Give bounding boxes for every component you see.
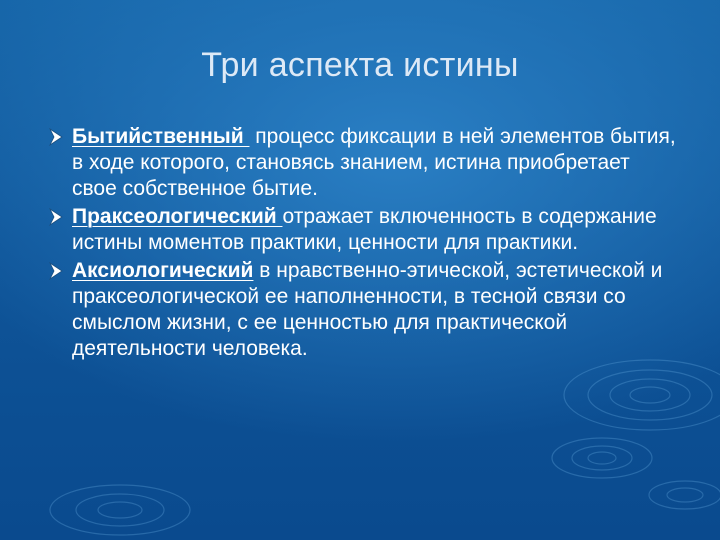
- arrowhead-bullet-icon: [48, 208, 64, 226]
- slide-title: Три аспекта истины: [201, 46, 519, 84]
- bullet-item: [48, 204, 678, 256]
- bullet-term: Аксиологический: [72, 259, 254, 282]
- arrowhead-bullet-icon: [48, 128, 64, 146]
- bullet-text: в нравственно-этической, эстетической и праксеологической ее наполненности, в тесной связи со смыслом жизни, с ее ценностью для практической деятельности человека.: [72, 259, 669, 360]
- bullet-item: [48, 258, 678, 362]
- arrowhead-bullet-icon: [48, 262, 64, 280]
- bullet-list: [48, 124, 682, 364]
- bullet-term: Праксеологический: [72, 205, 283, 228]
- bullet-term: Бытийственный: [72, 125, 250, 148]
- bullet-text: отражает включенность в содержание истины моментов практики, ценности для практики.: [72, 205, 663, 254]
- bullet-item: [48, 124, 682, 202]
- bullet-text: процесс фиксации в ней элементов бытия, в ходе которого, становясь знанием, истина приобретает свое собственное бытие.: [72, 125, 682, 200]
